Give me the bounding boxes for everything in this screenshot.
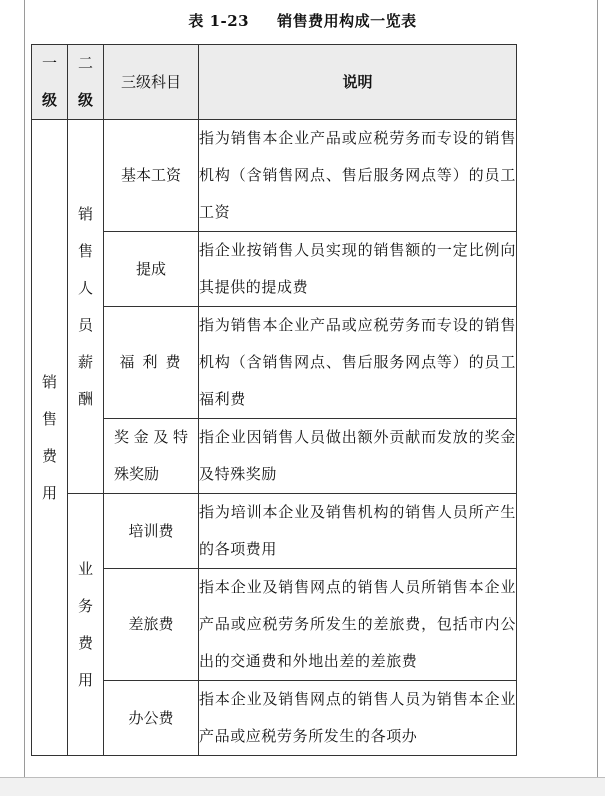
sales-expense-table (31, 44, 517, 756)
header-description: 说明 (199, 45, 517, 120)
description-cell: 指本企业及销售网点的销售人员所销售本企业产品或应税劳务所发生的差旅费，包括市内公出的交通费和外地出差的差旅费 (199, 569, 517, 681)
level3-cell: 奖金及特殊奖励 (104, 419, 199, 494)
description-cell: 指为销售本企业产品或应税劳务而专设的销售机构（含销售网点、售后服务网点等）的员工工资 (199, 120, 517, 232)
level2-cell-staff-compensation: 销 售 人 员 薪 酬 (68, 120, 104, 494)
table-row (32, 120, 517, 232)
table-row (32, 232, 517, 307)
level3-cell: 福利费 (104, 307, 199, 419)
table-row (32, 681, 517, 756)
level3-cell: 提成 (104, 232, 199, 307)
table-row (32, 569, 517, 681)
level1-cell-sales-expense: 销 售 费 用 (32, 120, 68, 756)
description-cell: 指为培训本企业及销售机构的销售人员所产生的各项费用 (199, 494, 517, 569)
table-row (32, 307, 517, 419)
page-bottom-edge (0, 777, 605, 796)
header-row (32, 45, 517, 120)
table-row (32, 419, 517, 494)
level3-cell: 办公费 (104, 681, 199, 756)
level2-cell-business-expense: 业 务 费 用 (68, 494, 104, 756)
description-cell: 指本企业及销售网点的销售人员为销售本企业产品或应税劳务所发生的各项办 (199, 681, 517, 756)
level3-cell: 基本工资 (104, 120, 199, 232)
table-caption (0, 10, 605, 31)
page-left-border (24, 0, 25, 796)
table-number: 表 1-23 (188, 12, 250, 30)
description-cell: 指为销售本企业产品或应税劳务而专设的销售机构（含销售网点、售后服务网点等）的员工福利费 (199, 307, 517, 419)
header-level1: 一 级 (32, 45, 68, 120)
description-cell: 指企业按销售人员实现的销售额的一定比例向其提供的提成费 (199, 232, 517, 307)
header-level3: 三级科目 (104, 45, 199, 120)
page-right-border (597, 0, 598, 796)
table-row (32, 494, 517, 569)
header-level2: 二 级 (68, 45, 104, 120)
table-title: 销售费用构成一览表 (277, 12, 417, 30)
description-cell: 指企业因销售人员做出额外贡献而发放的奖金及特殊奖励 (199, 419, 517, 494)
level3-cell: 差旅费 (104, 569, 199, 681)
level3-cell: 培训费 (104, 494, 199, 569)
